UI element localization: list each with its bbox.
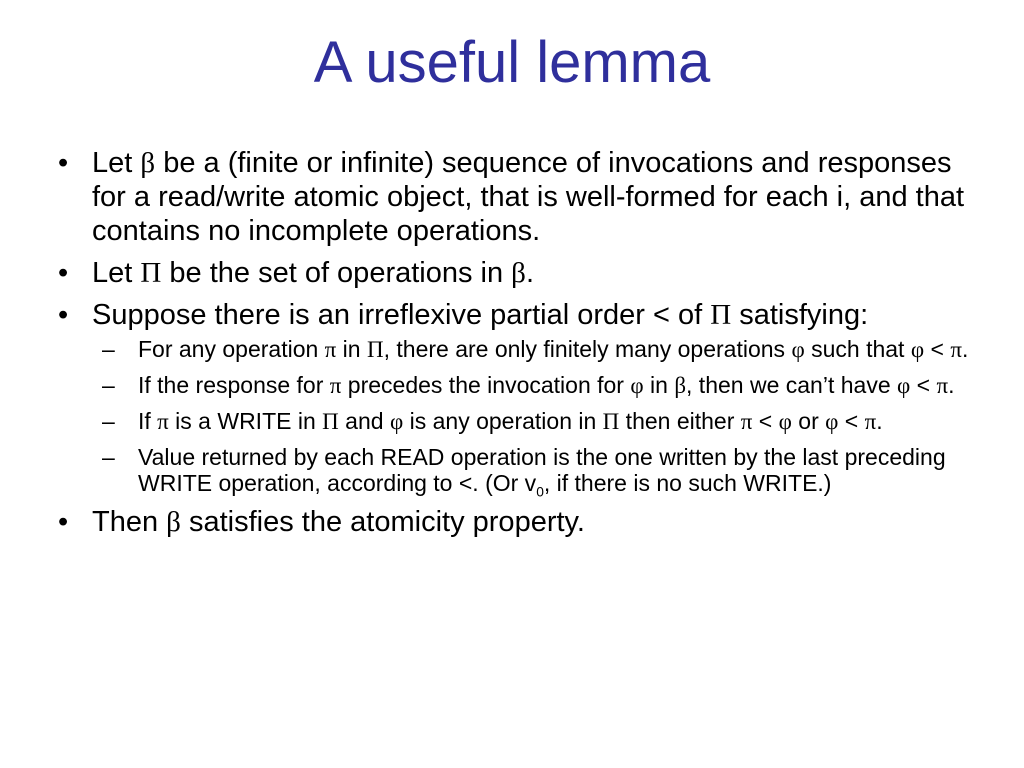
pi-symbol: π bbox=[864, 409, 877, 434]
phi-symbol: φ bbox=[825, 409, 839, 434]
sub-bullet-write-ordering bbox=[102, 408, 970, 435]
sub-bullet-marker: – bbox=[102, 372, 115, 398]
pi-symbol: π bbox=[950, 337, 962, 362]
sub-bullet-marker: – bbox=[102, 444, 115, 470]
sub-bullet-read-value bbox=[102, 444, 970, 500]
sub-bullet-marker: – bbox=[102, 336, 115, 362]
text: . bbox=[876, 408, 883, 434]
slide-title: A useful lemma bbox=[313, 30, 711, 95]
phi-symbol: φ bbox=[791, 337, 805, 362]
phi-symbol: φ bbox=[389, 409, 404, 434]
text: satisfying: bbox=[731, 299, 869, 331]
Pi-symbol: Π bbox=[602, 409, 620, 434]
text: satisfies the atomicity property. bbox=[180, 506, 585, 538]
text: or bbox=[791, 408, 826, 434]
text: < bbox=[924, 336, 951, 362]
text: . bbox=[525, 257, 534, 289]
pi-symbol: π bbox=[936, 373, 949, 398]
beta-symbol: β bbox=[511, 257, 526, 289]
pi-symbol: π bbox=[157, 409, 169, 434]
text: in bbox=[336, 336, 367, 362]
text: be a (finite or infinite) sequence of invocations and responses for a read/write atomic object, that is well-formed for each i, and that contains no incomplete operations. bbox=[92, 147, 965, 247]
text: < bbox=[910, 372, 937, 398]
sub-bullet-list bbox=[58, 336, 970, 500]
text: If bbox=[138, 408, 158, 434]
text: . bbox=[948, 372, 955, 398]
Pi-symbol: Π bbox=[366, 337, 384, 362]
text: is any operation in bbox=[403, 408, 603, 434]
phi-symbol: φ bbox=[897, 373, 911, 398]
text: , then we can’t have bbox=[686, 372, 897, 398]
pi-symbol: π bbox=[329, 373, 342, 398]
phi-symbol: φ bbox=[630, 373, 644, 398]
text: < bbox=[838, 408, 865, 434]
bullet-marker: • bbox=[58, 299, 69, 331]
bullet-operations-set bbox=[58, 256, 970, 290]
Pi-symbol: Π bbox=[322, 409, 339, 434]
bullet-partial-order bbox=[58, 298, 970, 332]
sub-bullet-finiteness bbox=[102, 336, 970, 363]
text: Let bbox=[92, 147, 141, 179]
phi-symbol: φ bbox=[778, 409, 792, 434]
text: such that bbox=[804, 336, 911, 362]
text: precedes the invocation for bbox=[341, 372, 631, 398]
bullet-marker: • bbox=[58, 147, 69, 179]
bullet-marker: • bbox=[58, 506, 69, 538]
text: If the response for bbox=[138, 372, 330, 398]
text: Let bbox=[92, 257, 141, 289]
text: Value returned by each READ operation is the one written by the last preceding WRITE operation, according to <. (Or v bbox=[138, 444, 946, 496]
bullet-definition bbox=[58, 146, 970, 248]
text: Then bbox=[92, 506, 167, 538]
text: in bbox=[643, 372, 675, 398]
Pi-symbol: Π bbox=[710, 299, 732, 331]
text: is a WRITE in bbox=[168, 408, 323, 434]
text: < bbox=[752, 408, 779, 434]
sub-bullet-response-order bbox=[102, 372, 970, 399]
bullet-marker: • bbox=[58, 257, 69, 289]
phi-symbol: φ bbox=[910, 337, 925, 362]
sub-bullet-marker: – bbox=[102, 408, 115, 434]
subscript-zero: 0 bbox=[536, 484, 544, 500]
text: , if there is no such WRITE.) bbox=[543, 470, 832, 496]
slide-body bbox=[58, 146, 970, 547]
beta-symbol: β bbox=[140, 147, 156, 179]
beta-symbol: β bbox=[674, 373, 687, 398]
beta-symbol: β bbox=[166, 506, 181, 538]
Pi-symbol: Π bbox=[140, 257, 162, 289]
pi-symbol: π bbox=[324, 337, 337, 362]
bullet-conclusion bbox=[58, 505, 970, 539]
text: and bbox=[338, 408, 390, 434]
text: then either bbox=[619, 408, 741, 434]
text: For any operation bbox=[138, 336, 325, 362]
text: , there are only finitely many operations bbox=[383, 336, 792, 362]
text: . bbox=[961, 336, 969, 362]
pi-symbol: π bbox=[740, 409, 753, 434]
text: be the set of operations in bbox=[161, 257, 512, 289]
text: Suppose there is an irreflexive partial order < of bbox=[92, 299, 711, 331]
